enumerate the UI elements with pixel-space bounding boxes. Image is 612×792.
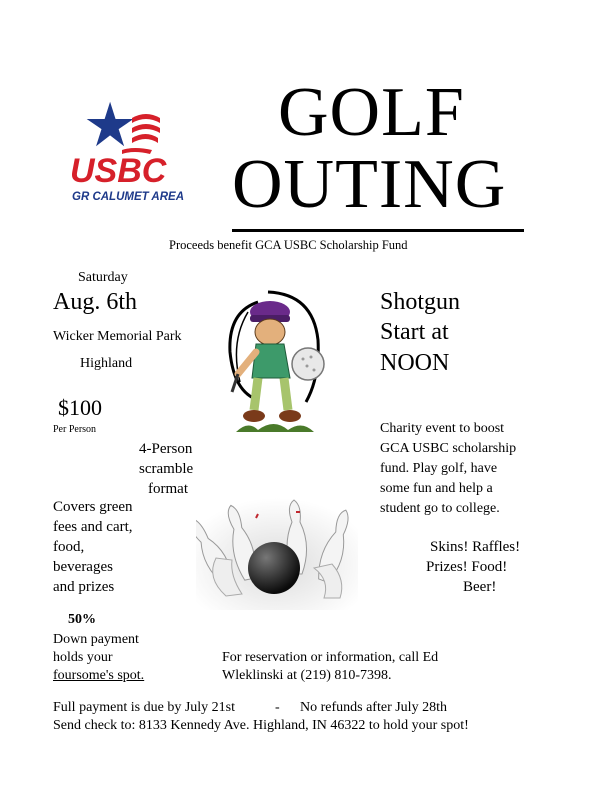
event-date: Aug. 6th <box>53 289 137 315</box>
charity-line: Charity event to boost <box>380 421 505 436</box>
covers-line: beverages <box>53 559 113 575</box>
payment-due: Full payment is due by July 21st <box>53 700 235 715</box>
deposit-line: foursome's spot. <box>53 668 145 683</box>
covers-line: food, <box>53 539 85 555</box>
charity-line: some fun and help a <box>380 481 493 496</box>
charity-line: fund. Play golf, have <box>380 461 498 476</box>
start-line: Start at <box>380 319 449 345</box>
usbc-logo <box>64 88 204 206</box>
extras-line: Beer! <box>463 579 497 595</box>
star-flag-icon <box>87 102 160 154</box>
proceeds-subtitle: Proceeds benefit GCA USBC Scholarship Fund <box>169 238 408 252</box>
format-line: format <box>148 481 188 497</box>
title-line-outing: OUTING <box>232 146 507 223</box>
format-line: 4-Person <box>139 441 193 457</box>
covers-line: Covers green <box>53 499 133 515</box>
bowling-pins-icon <box>196 498 358 610</box>
charity-line: GCA USBC scholarship <box>380 441 517 456</box>
deposit-line: Down payment <box>53 632 139 647</box>
title-underline <box>232 229 524 232</box>
covers-line: and prizes <box>53 579 115 595</box>
logo-subtitle: GR CALUMET AREA <box>72 191 185 203</box>
separator-dash: - <box>275 700 280 715</box>
extras-line: Prizes! Food! <box>426 559 508 575</box>
start-line: Shotgun <box>380 289 461 315</box>
event-day: Saturday <box>78 270 128 285</box>
reservation-line: Wleklinski at (219) 810-7398. <box>222 668 392 683</box>
no-refunds: No refunds after July 28th <box>300 700 447 715</box>
golfer-icon <box>230 292 324 432</box>
bowling-pins-illustration <box>196 498 358 610</box>
reservation-line: For reservation or information, call Ed <box>222 650 439 665</box>
event-venue: Wicker Memorial Park <box>53 329 182 344</box>
start-line: NOON <box>380 350 450 376</box>
charity-line: student go to college. <box>380 501 500 516</box>
mailing-address: Send check to: 8133 Kennedy Ave. Highland, IN 46322 to hold your spot! <box>53 718 469 733</box>
extras-line: Skins! Raffles! <box>430 539 521 555</box>
covers-line: fees and cart, <box>53 519 133 535</box>
title-line-golf: GOLF <box>278 74 465 151</box>
format-line: scramble <box>139 461 194 477</box>
price-unit: Per Person <box>53 424 97 435</box>
golfer-illustration <box>218 282 330 444</box>
event-city: Highland <box>80 356 133 371</box>
deposit-line: holds your <box>53 650 113 665</box>
price: $100 <box>58 395 102 420</box>
deposit-percent: 50% <box>68 612 96 627</box>
usbc-wordmark: USBC <box>70 152 167 190</box>
